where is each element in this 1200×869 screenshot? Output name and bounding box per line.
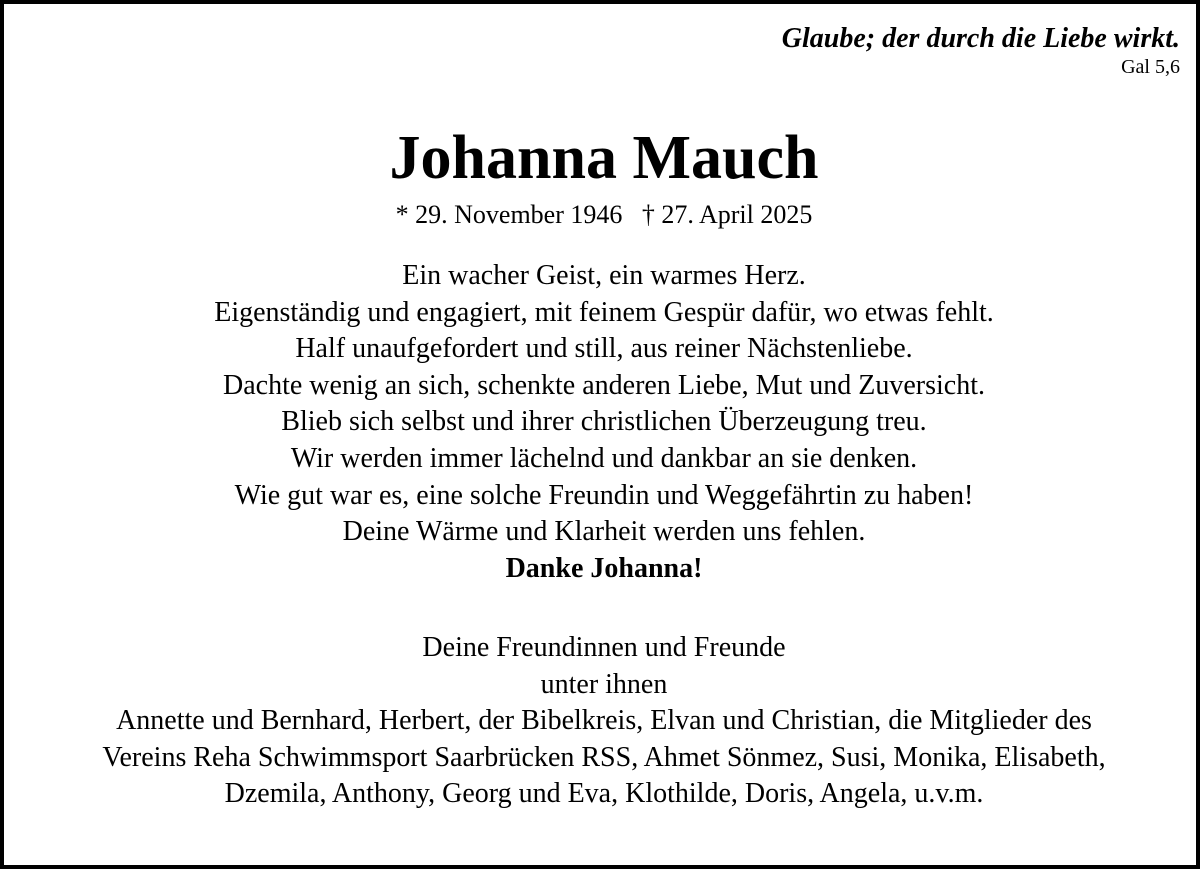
tribute-line: Wie gut war es, eine solche Freundin und Weggefährtin zu haben! bbox=[234, 479, 974, 511]
tribute-line: Ein wacher Geist, ein warmes Herz. bbox=[402, 260, 806, 291]
death-date: † 27. April 2025 bbox=[641, 200, 813, 229]
deceased-name: Johanna Mauch bbox=[389, 124, 819, 192]
tribute-text bbox=[4, 258, 1200, 587]
life-dates bbox=[4, 200, 1200, 230]
motto-reference: Gal 5,6 bbox=[1121, 56, 1180, 78]
tribute-line: Wir werden immer lächelnd und dankbar an sie denken. bbox=[290, 442, 918, 474]
tribute-line: Dachte wenig an sich, schenkte anderen Liebe, Mut und Zuversicht. bbox=[223, 369, 985, 401]
tribute-closing: Danke Johanna! bbox=[505, 552, 703, 584]
signoff-line: unter ihnen bbox=[540, 668, 668, 700]
mourners-signoff bbox=[4, 630, 1200, 813]
signoff-line: Dzemila, Anthony, Georg und Eva, Klothilde, Doris, Angela, u.v.m. bbox=[224, 778, 984, 810]
signoff-line: Vereins Reha Schwimmsport Saarbrücken RSS, Ahmet Sönmez, Susi, Monika, Elisabeth, bbox=[102, 741, 1106, 773]
birth-date: * 29. November 1946 bbox=[395, 200, 623, 229]
bible-motto bbox=[782, 22, 1180, 78]
tribute-line: Blieb sich selbst und ihrer christlichen Überzeugung treu. bbox=[281, 406, 927, 438]
tribute-line: Half unaufgefordert und still, aus reiner Nächstenliebe. bbox=[295, 333, 913, 365]
tribute-line: Deine Wärme und Klarheit werden uns fehlen. bbox=[342, 516, 866, 548]
motto-text: Glaube; der durch die Liebe wirkt. bbox=[781, 23, 1180, 54]
tribute-line: Eigenständig und engagiert, mit feinem Gespür dafür, wo etwas fehlt. bbox=[214, 296, 994, 328]
signoff-line: Deine Freundinnen und Freunde bbox=[422, 632, 786, 663]
signoff-line: Annette und Bernhard, Herbert, der Bibelkreis, Elvan und Christian, die Mitglieder des bbox=[116, 705, 1092, 737]
